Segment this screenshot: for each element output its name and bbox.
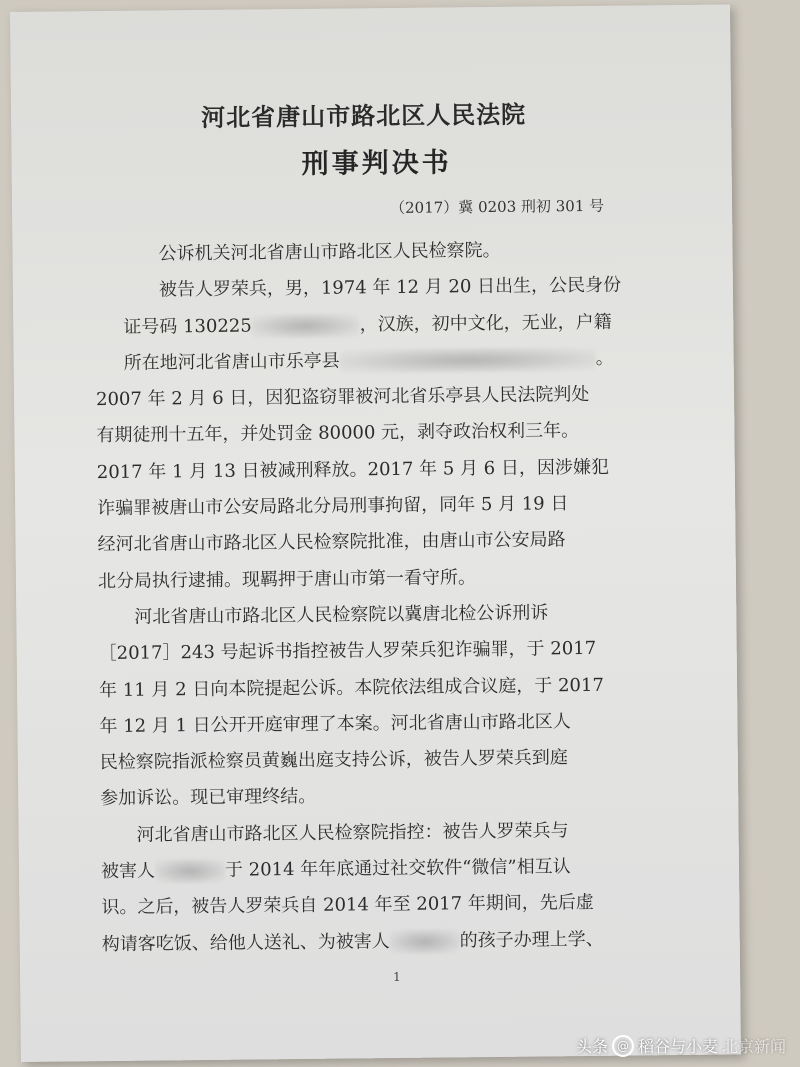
body-text: 证号码 130225 <box>123 315 252 338</box>
watermark-source: 头条 <box>575 1037 608 1056</box>
judgment-page <box>10 4 741 1061</box>
body-line: 识。之后，被告人罗荣兵自 2014 年至 2017 年期间，先后虚 <box>101 892 594 919</box>
watermark-account: 稻谷与小麦 <box>637 1037 718 1056</box>
at-icon: @ <box>612 1035 634 1057</box>
body-line: 公诉机关河北省唐山市路北区人民检察院。 <box>158 239 501 265</box>
body-line <box>102 921 690 963</box>
body-line: 河北省唐山市路北区人民检察院以冀唐北检公诉刑诉 <box>134 602 549 628</box>
body-text: ，汉族，初中文化，无业，户籍 <box>359 311 612 335</box>
judgment-body <box>95 231 690 963</box>
body-text: 的孩子办理上学、 <box>459 928 604 951</box>
body-text: 构请客吃饭、给他人送礼、为被害人 <box>101 930 390 955</box>
body-line: 参加诉讼。现已审理终结。 <box>100 786 317 810</box>
body-line: 民检察院指派检察员黄巍出庭支持公诉，被告人罗荣兵到庭 <box>99 747 568 774</box>
body-line: ［2017］243 号起诉书指控被告人罗荣兵犯诈骗罪，于 2017 <box>98 638 597 665</box>
redaction-blur <box>155 859 225 884</box>
redaction-blur <box>390 929 460 954</box>
watermark <box>576 1034 786 1057</box>
body-text: 所在地河北省唐山市乐亭县 <box>123 350 340 374</box>
body-text: 。 <box>595 347 614 369</box>
body-line: 2007 年 2 月 6 日，因犯盗窃罪被河北省乐亭县人民法院判处 <box>95 384 590 411</box>
body-text: 于 2014 年年底通过社交软件“微信”相互认 <box>224 856 571 881</box>
body-text: 被害人 <box>100 860 156 883</box>
watermark-extra: 北京新闻 <box>721 1037 786 1056</box>
body-line: 年 12 月 1 日公开开庭审理了本案。河北省唐山市路北区人 <box>99 711 571 737</box>
body-line <box>101 848 689 890</box>
body-line: 有期徒刑十五年，并处罚金 80000 元，剥夺政治权利三年。 <box>96 420 580 447</box>
body-line: 经河北省唐山市路北区人民检察院批准，由唐山市公安局路 <box>97 529 566 556</box>
body-line <box>124 340 684 382</box>
body-line: 河北省唐山市路北区人民检察院指控：被告人罗荣兵与 <box>136 819 569 846</box>
court-name: 河北省唐山市路北区人民法院 <box>200 100 527 133</box>
redaction-blur <box>340 347 596 374</box>
body-line: 北分局执行逮捕。现羁押于唐山市第一看守所。 <box>97 566 477 592</box>
body-line: 被告人罗荣兵，男，1974 年 12 月 20 日出生，公民身份 <box>158 274 622 301</box>
page-number: 1 <box>393 969 401 985</box>
body-line: 诈骗罪被唐山市公安局路北分局刑事拘留，同年 5 月 19 日 <box>97 493 569 520</box>
case-number: （2017）冀 0203 刑初 301 号 <box>389 196 605 218</box>
body-line <box>123 304 683 346</box>
body-line: 2017 年 1 月 13 日被减刑释放。2017 年 5 月 6 日，因涉嫌犯 <box>96 456 610 483</box>
document-type-title: 刑事判决书 <box>301 147 452 180</box>
redaction-blur <box>252 313 360 338</box>
body-line: 年 11 月 2 日向本院提起公诉。本院依法组成合议庭，于 2017 <box>98 674 604 701</box>
